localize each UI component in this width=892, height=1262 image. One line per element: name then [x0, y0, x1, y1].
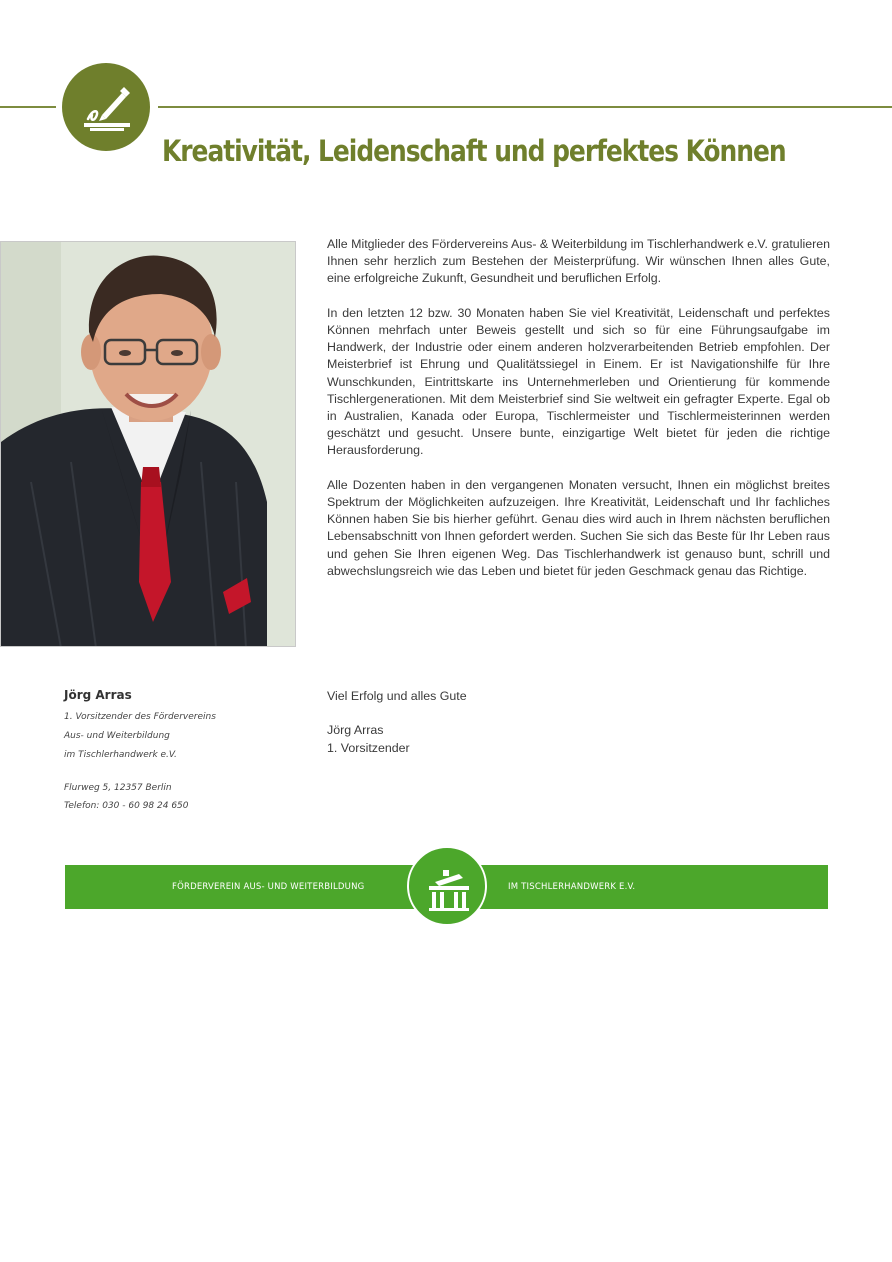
signatory-role [64, 708, 216, 765]
contact-block [64, 779, 189, 815]
letter-paragraph: In den letzten 12 bzw. 30 Monaten haben Sie viel Kreativität, Leidenschaft und perfektes Können mehrfach unter Beweis gestellt und sich so für eine Führungsaufgabe im Handwerk, der Industrie oder einem anderen holzverarbeitenden Betrieb empfohlen. Der Meisterbrief ist Ehrung und Qualitätssiegel in Einem. Er ist Navigationshilfe für Ihre Wunschkunden, Eintrittskarte ins Unternehmerleben und Orientierung für kommende Tischlergenerationen. Mit dem Meisterbrief sind Sie weltweit ein gefragter Experte. Egal ob in Australien, Kanada oder Europa, Tischlermeister und Tischlermeisterinnen werden geschätzt und gesucht. Unsere bunte, einzigartige Welt bietet für jeden die richtige Herausforderung. [327, 305, 830, 458]
pencil-plane-icon [62, 63, 150, 151]
letter-closing [327, 688, 467, 757]
signatory-name: Jörg Arras [64, 688, 132, 702]
closing-text: Viel Erfolg und alles Gute [327, 689, 467, 703]
banner-text-right: IM TISCHLERHANDWERK E.V. [508, 882, 636, 892]
page-title: Kreativität, Leidenschaft und perfektes Können [162, 134, 786, 168]
portrait-photo [0, 241, 296, 647]
address-text: Flurweg 5, 12357 Berlin [64, 783, 172, 793]
phone-text: Telefon: 030 - 60 98 24 650 [64, 801, 189, 811]
signatory-role-line: 1. Vorsitzender des Fördervereins [64, 712, 216, 722]
letter-paragraph: Alle Dozenten haben in den vergangenen Monaten versucht, Ihnen ein möglichst breites Spektrum der Möglichkeiten aufzuzeigen. Ihre Kreativität, Leidenschaft und Ihr fachliches Können haben Sie bis hierher geführt. Genau dies wird auch in Ihrem nächsten beruflichen Lebensabschnitt von Ihnen gefordert werden. Suchen Sie sich das Beste für Ihr Leben raus und gehen Sie Ihren eigenen Weg. Das Tischlerhandwerk ist genauso bunt, schrill und abwechslungsreich wie das Leben und bietet für jeden Geschmack genau das Richtige. [327, 477, 830, 578]
signatory-role-line: Aus- und Weiterbildung [64, 731, 170, 741]
signoff-role: 1. Vorsitzender [327, 740, 410, 755]
banner-text-left: FÖRDERVEREIN AUS- UND WEITERBILDUNG [172, 882, 365, 892]
header-rule-right [158, 106, 892, 108]
header-rule-left [0, 106, 56, 108]
letter-paragraph: Alle Mitglieder des Fördervereins Aus- & Weiterbildung im Tischlerhandwerk e.V. gratulieren Ihnen sehr herzlich zum Bestehen der Meisterprüfung. Wir wünschen Ihnen alles Gute, eine erfolgreiche Zukunft, Gesundheit und beruflichen Erfolg. [327, 237, 830, 286]
signatory-role-line: im Tischlerhandwerk e.V. [64, 750, 177, 760]
brandenburg-gate-plane-icon [407, 846, 487, 926]
signoff-name: Jörg Arras [327, 723, 384, 738]
letter-body [327, 236, 830, 597]
